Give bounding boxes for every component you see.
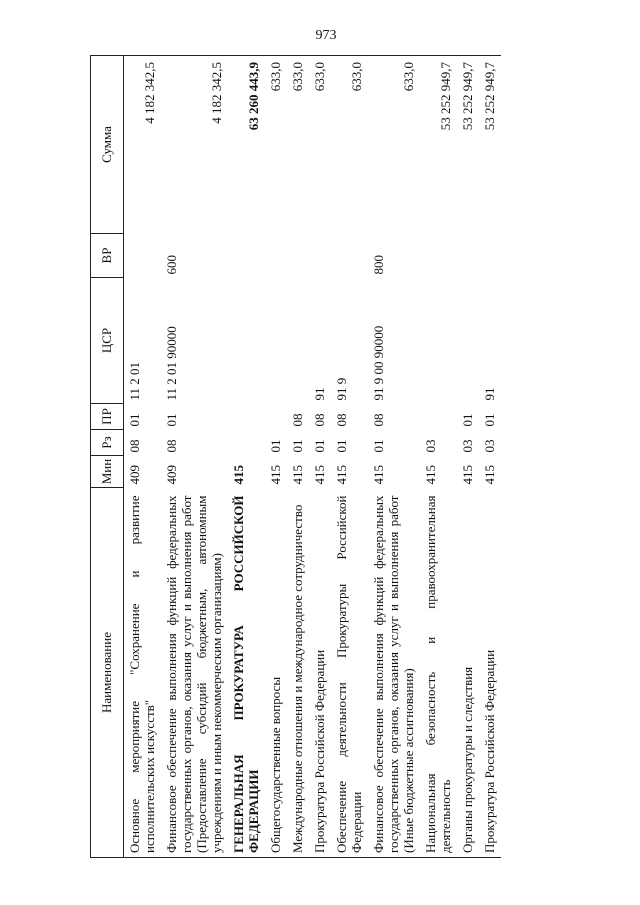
table-header-row [91, 56, 124, 858]
row-sum: 633,0 [265, 56, 287, 234]
row-sum: 633,0 [331, 56, 368, 234]
row-vr [287, 234, 309, 278]
row-name: Финансовое обеспечение выполнения функций федеральных государственных органов, оказания услуг и выполнения работ (Иные бюджетные ассигнования) [368, 488, 420, 858]
row-pr: 01 [460, 413, 475, 427]
row-rz [228, 430, 265, 456]
row-vr: 600 [164, 255, 179, 275]
row-min: 415 [231, 465, 246, 485]
row-pr: 01 [164, 413, 179, 427]
row-rz: 01 [268, 439, 283, 453]
row-sum: 53 252 949,7 [420, 56, 457, 234]
row-rz: 01 [334, 439, 349, 453]
row-min: 415 [290, 465, 305, 485]
row-pr: 08 [334, 413, 349, 427]
row-pr: 01 [127, 413, 142, 427]
row-rz: 01 [312, 439, 327, 453]
row-sum: 633,0 [309, 56, 331, 234]
table-row [228, 56, 265, 858]
row-vr [124, 234, 162, 278]
row-rz: 03 [460, 439, 475, 453]
row-sum: 63 260 443,9 [228, 56, 265, 234]
row-pr [265, 404, 287, 430]
row-name: Общегосударственные вопросы [265, 488, 287, 858]
table-row [479, 56, 501, 858]
row-name: Прокуратура Российской Федерации [309, 488, 331, 858]
row-min: 415 [482, 465, 497, 485]
table-row [457, 56, 479, 858]
row-rz: 01 [290, 439, 305, 453]
row-sum: 4 182 342,5 [161, 56, 228, 234]
header-sum: Сумма [91, 56, 124, 234]
row-rz: 03 [482, 439, 497, 453]
table-body [124, 56, 502, 858]
header-pr: ПР [91, 404, 124, 430]
table-row [124, 56, 162, 858]
row-csr: 11 2 01 [127, 361, 142, 401]
row-name: Органы прокуратуры и следствия [457, 488, 479, 858]
row-csr: 91 [312, 387, 327, 401]
row-pr [228, 404, 265, 430]
row-name: Финансовое обеспечение выполнения функций федеральных государственных органов, оказания услуг и выполнения работ (Предоставление субсидий бюджетным, автономным учреждениям и иным некоммерческим организациям) [161, 488, 228, 858]
table-row [287, 56, 309, 858]
row-sum: 53 252 949,7 [479, 56, 501, 234]
row-sum: 4 182 342,5 [124, 56, 162, 234]
row-name: Обеспечение деятельности Прокуратуры Российской Федерации [331, 488, 368, 858]
table-row [265, 56, 287, 858]
row-pr [420, 404, 457, 430]
row-rz: 03 [423, 439, 438, 453]
table-row [161, 56, 228, 858]
row-name: Международные отношения и международное сотрудничество [287, 488, 309, 858]
row-min: 415 [371, 465, 386, 485]
row-pr: 08 [290, 413, 305, 427]
row-min: 409 [127, 465, 142, 485]
row-csr [420, 278, 457, 404]
table-row [368, 56, 420, 858]
page-number: 973 [315, 28, 337, 43]
row-name: Национальная безопасность и правоохранительная деятельность [420, 488, 457, 858]
budget-table [90, 55, 501, 858]
row-vr [228, 234, 265, 278]
table-row [309, 56, 331, 858]
row-min: 409 [164, 465, 179, 485]
header-rz: Рз [91, 430, 124, 456]
table-row [331, 56, 368, 858]
table-row [420, 56, 457, 858]
budget-table-rotated [90, 56, 590, 858]
row-min: 415 [268, 465, 283, 485]
row-csr: 91 9 [334, 377, 349, 401]
row-rz: 08 [164, 439, 179, 453]
row-vr [457, 234, 479, 278]
header-name: Наименование [91, 488, 124, 858]
row-name: Прокуратура Российской Федерации [479, 488, 501, 858]
row-csr [265, 278, 287, 404]
row-rz: 08 [127, 439, 142, 453]
header-vr: ВР [91, 234, 124, 278]
row-csr: 11 2 01 90000 [164, 326, 179, 401]
row-min: 415 [312, 465, 327, 485]
row-pr: 08 [312, 413, 327, 427]
header-csr: ЦСР [91, 278, 124, 404]
row-min: 415 [334, 465, 349, 485]
row-pr: 01 [482, 413, 497, 427]
row-csr: 91 9 00 90000 [371, 325, 386, 401]
header-min: Мин [91, 456, 124, 488]
row-vr [265, 234, 287, 278]
row-vr [309, 234, 331, 278]
row-vr [420, 234, 457, 278]
row-min: 415 [423, 465, 438, 485]
row-sum: 53 252 949,7 [457, 56, 479, 234]
row-csr [287, 278, 309, 404]
row-name: Основное мероприятие "Сохранение и развитие исполнительских искусств" [124, 488, 162, 858]
row-sum: 633,0 [368, 56, 420, 234]
row-pr: 08 [371, 413, 386, 427]
row-vr [331, 234, 368, 278]
row-csr [457, 278, 479, 404]
row-name: ГЕНЕРАЛЬНАЯ ПРОКУРАТУРА РОССИЙСКОЙ ФЕДЕРАЦИИ [228, 488, 265, 858]
row-csr [228, 278, 265, 404]
row-vr [479, 234, 501, 278]
row-rz: 01 [371, 439, 386, 453]
row-min: 415 [460, 465, 475, 485]
row-vr: 800 [371, 255, 386, 275]
row-csr: 91 [482, 387, 497, 401]
row-sum: 633,0 [287, 56, 309, 234]
